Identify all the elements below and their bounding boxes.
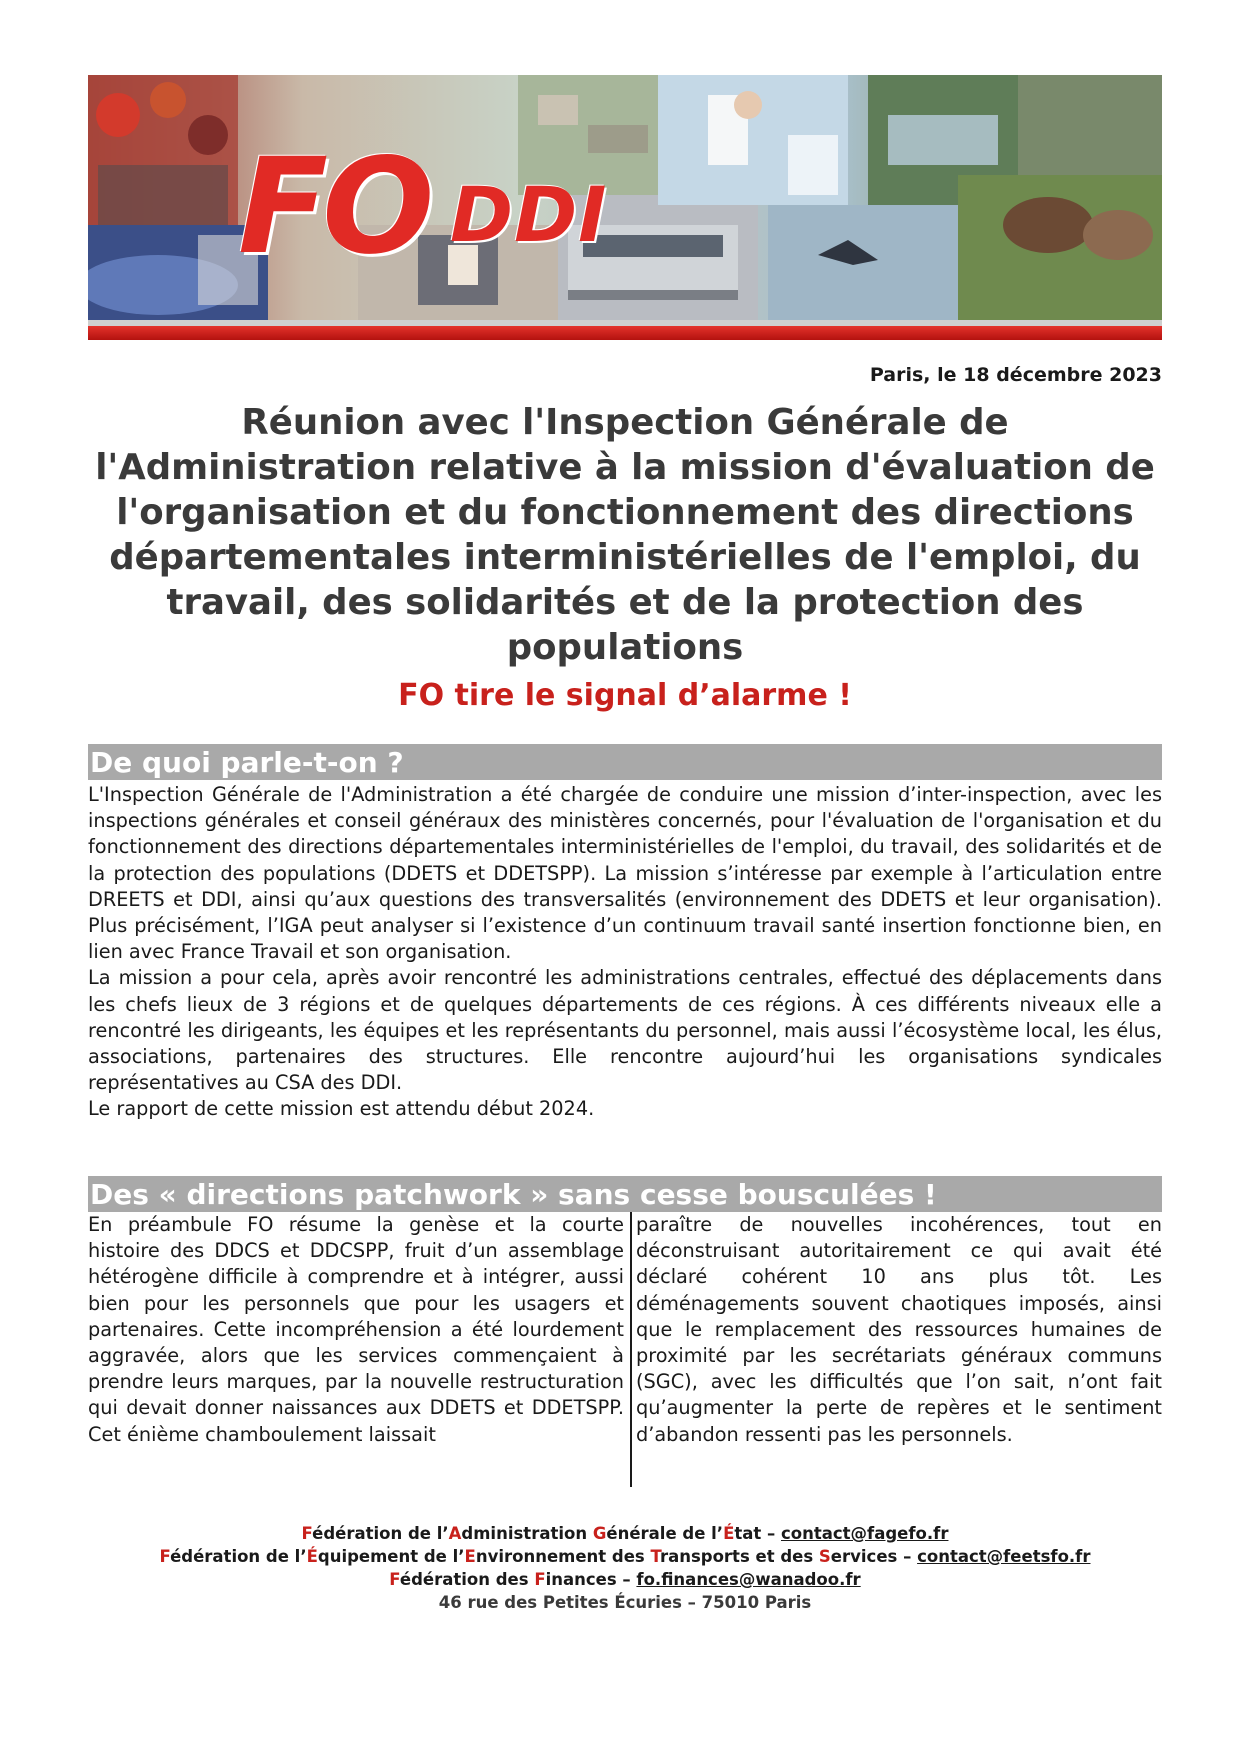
footer-initial: É bbox=[723, 1524, 735, 1543]
footer-address: 46 rue des Petites Écuries – 75010 Paris bbox=[438, 1593, 812, 1612]
footer-text: tat – bbox=[734, 1524, 781, 1543]
footer-text: édération des bbox=[399, 1570, 535, 1589]
section2-right-column bbox=[636, 1212, 1162, 1448]
section1-paragraph: L'Inspection Générale de l'Administration a été chargée de conduire une mission d’inter-inspection, avec les inspections générales et conseil généraux des ministères concernés, pour l'évaluation de l'organisation et du fonctionnement des directions départementales interministérielles de l'emploi, du travail, des solidarités et de la protection des populations (DDETS et DDETSPP). La mission s’intéresse par exemple à l’articulation entre DREETS et DDI, ainsi qu’aux questions des transversalités (environnement des DDETS et leur organisation). Plus précisément, l’IGA peut analyser si l’existence d’un continuum travail santé insertion fonctionne bien, en lien avec France Travail et son organisation. bbox=[88, 783, 1162, 964]
ddi-logo: DDI bbox=[450, 170, 608, 259]
footer-text: quipement de l’ bbox=[317, 1547, 465, 1566]
footer bbox=[88, 1522, 1162, 1614]
footer-text: ransports et des bbox=[659, 1547, 819, 1566]
footer-initial: E bbox=[464, 1547, 476, 1566]
footer-text: nvironnement des bbox=[475, 1547, 651, 1566]
footer-text: énérale de l’ bbox=[606, 1524, 724, 1543]
footer-text: inances – bbox=[545, 1570, 637, 1589]
footer-initial: F bbox=[534, 1570, 546, 1589]
banner-red-strip bbox=[88, 326, 1162, 340]
section2-left-text: En préambule FO résume la genèse et la courte histoire des DDCS et DDCSPP, fruit d’un assemblage hétérogène difficile à comprendre et à intégrer, aussi bien pour les personnels que pour les usagers et partenaires. Cette incompréhension a été lourdement aggravée, alors que les services commençaient à prendre leurs marques, par la nouvelle restructuration qui devait donner naissances aux DDETS et DDETSPP. Cet énième chamboulement laissait bbox=[88, 1213, 624, 1446]
section-heading-de-quoi-parle-t-on: De quoi parle-t-on ? bbox=[88, 744, 1162, 780]
document-subtitle: FO tire le signal d’alarme ! bbox=[398, 678, 852, 713]
section2-two-columns bbox=[88, 1212, 1162, 1487]
footer-initial: A bbox=[448, 1524, 462, 1543]
footer-line-feets bbox=[88, 1545, 1162, 1568]
footer-line-finances bbox=[88, 1568, 1162, 1591]
section1-body bbox=[88, 782, 1162, 1123]
footer-initial: É bbox=[306, 1547, 318, 1566]
footer-text: ervices – bbox=[830, 1547, 918, 1566]
fo-logo: FO bbox=[238, 130, 429, 284]
section2-left-column bbox=[88, 1212, 624, 1448]
document-date: Paris, le 18 décembre 2023 bbox=[869, 364, 1162, 386]
footer-initial: T bbox=[650, 1547, 660, 1566]
footer-initial: F bbox=[389, 1570, 400, 1589]
footer-initial: F bbox=[159, 1547, 171, 1566]
footer-text: édération de l’ bbox=[312, 1524, 449, 1543]
footer-initial: S bbox=[818, 1547, 831, 1566]
email-link-fage[interactable]: contact@fagefo.fr bbox=[781, 1524, 949, 1543]
section1-paragraph: Le rapport de cette mission est attendu début 2024. bbox=[88, 1097, 595, 1121]
header-banner bbox=[88, 75, 1162, 340]
footer-text: dministration bbox=[461, 1524, 593, 1543]
section-heading-directions-patchwork: Des « directions patchwork » sans cesse bousculées ! bbox=[88, 1176, 1162, 1212]
email-link-finances[interactable]: fo.finances@wanadoo.fr bbox=[636, 1570, 861, 1589]
section2-right-text: paraître de nouvelles incohérences, tout en déconstruisant autoritairement ce qui avait été déclaré cohérent 10 ans plus tôt. Les déménagements souvent chaotiques imposés, ainsi que le remplacement des ressources humaines de proximité par les secrétariats généraux communs (SGC), avec les difficultés que l’on sait, n’ont fait qu’augmenter la perte de repères et le sentiment d’abandon ressenti pas les personnels. bbox=[636, 1213, 1162, 1446]
footer-initial: F bbox=[301, 1524, 313, 1543]
section1-paragraph: La mission a pour cela, après avoir rencontré les administrations centrales, effectué des déplacements dans les chefs lieux de 3 régions et de quelques départements de ces régions. À ces différents niveaux elle a rencontré les dirigeants, les équipes et les représentants du personnel, mais aussi l’écosystème local, les élus, associations, partenaires des structures. Elle rencontre aujourd’hui les organisations syndicales représentatives au CSA des DDI. bbox=[88, 966, 1162, 1095]
document-title: Réunion avec l'Inspection Générale de l'Administration relative à la mission d'évaluation de l'organisation et du fonctionnement des directions départementales interministérielles de l'emploi, du travail, des solidarités et de la protection des populations bbox=[95, 402, 1155, 668]
email-link-feets[interactable]: contact@feetsfo.fr bbox=[917, 1547, 1091, 1566]
column-divider bbox=[630, 1212, 632, 1487]
footer-line-fage bbox=[88, 1522, 1162, 1545]
footer-text: édération de l’ bbox=[170, 1547, 307, 1566]
footer-initial: G bbox=[592, 1524, 607, 1543]
